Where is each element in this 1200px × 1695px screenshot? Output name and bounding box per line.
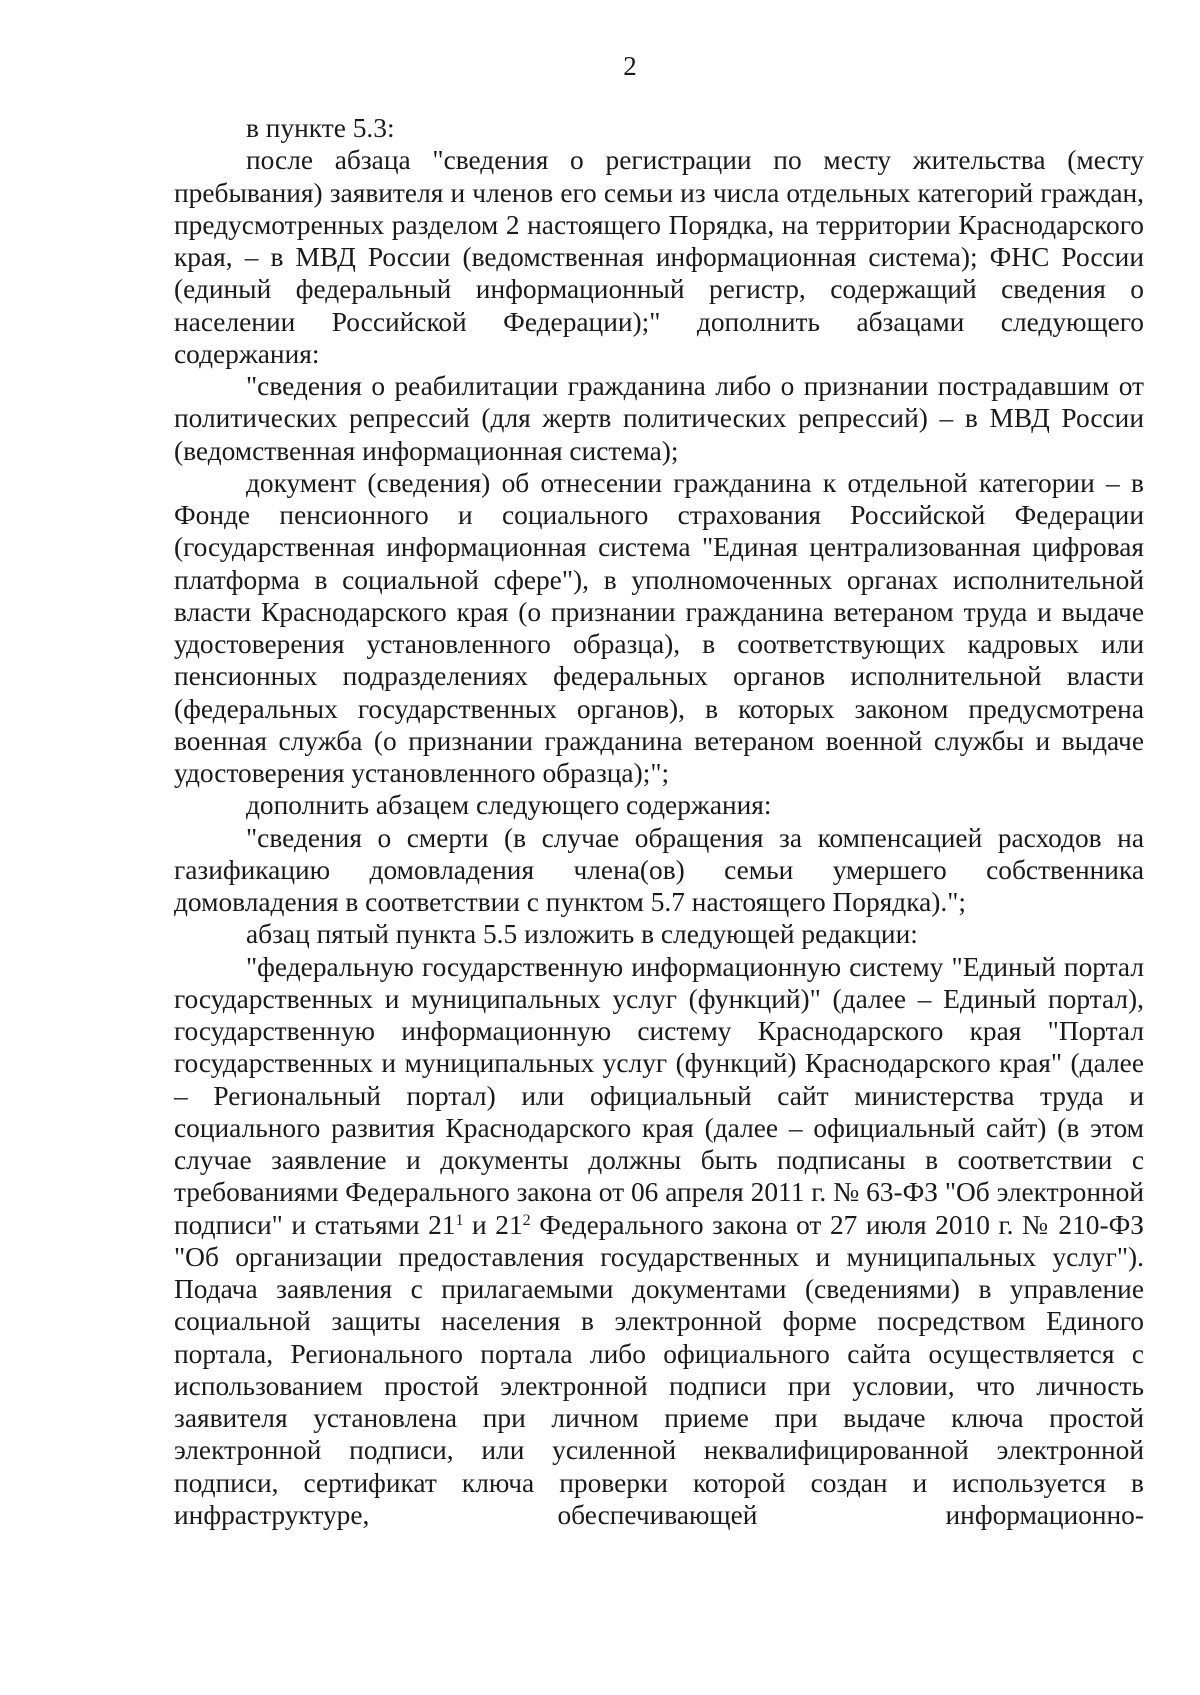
paragraph-federal-system-part2: и 21 <box>463 1209 523 1240</box>
paragraph-federal-system <box>174 951 1144 1532</box>
paragraph-point-5-3: в пункте 5.3: <box>246 113 395 143</box>
paragraph-federal-system-part1: "федеральную государственную информационную систему "Единый портал государственных и муниципальных услуг (функций)" (далее – Единый портал), государственную информационную систему Краснодарского края "Портал государственных и муниципальных услуг (функций) Краснодарского края" (далее – Региональный портал) или официальный сайт министерства труда и социального развития Краснодарского края (далее – официальный сайт) (в этом случае заявление и документы должны быть подписаны в соответствии с требованиями Федерального закона от 06 апреля 2011 г. № 63-ФЗ "Об электронной подписи" и статьями 21 <box>174 951 1144 1240</box>
paragraph-add-abzac: дополнить абзацем следующего содержания: <box>246 790 772 821</box>
paragraph-after-abzac: после абзаца "сведения о регистрации по месту жительства (месту пребывания) заявителя и членов его семьи из числа отдельных категорий граждан, предусмотренных разделом 2 настоящего Порядка, на территории Краснодарского края, – в МВД России (ведомственная информационная система); ФНС России (единый федеральный информационный регистр, содержащий сведения о населении Российской Федерации);" дополнить абзацами следующего содержания: <box>174 145 1144 369</box>
paragraph-rehabilitation: "сведения о реабилитации гражданина либо о признании пострадавшим от политических репрессий (для жертв политических репрессий) – в МВД России (ведомственная информационная система); <box>174 371 1144 466</box>
superscript-2: 2 <box>522 1211 531 1229</box>
superscript-1: 1 <box>455 1211 464 1229</box>
page-number: 2 <box>623 51 637 81</box>
paragraph-federal-system-part3: Федерального закона от 27 июля 2010 г. № 210-ФЗ "Об организации предоставления государственных и муниципальных услуг"). Подача заявления с прилагаемыми документами (сведениями) в управление социальной защиты населения в электронной форме посредством Единого портала, Регионального портала либо официального сайта осуществляется с использованием простой электронной подписи при условии, что личность заявителя установлена при личном приеме при выдаче ключа простой электронной подписи, или усиленной неквалифицированной электронной подписи, сертификат ключа проверки которой создан и используется в инфраструктуре, обеспечивающей информационно- <box>174 1209 1144 1530</box>
document-body <box>174 112 1144 1531</box>
paragraph-abzac-five: абзац пятый пункта 5.5 изложить в следующей редакции: <box>246 919 918 950</box>
paragraph-category-document: документ (сведения) об отнесении гражданина к отдельной категории – в Фонде пенсионного и социального страхования Российской Федерации (государственная информационная система "Единая централизованная цифровая платформа в социальной сфере"), в уполномоченных органах исполнительной власти Краснодарского края (о признании гражданина ветераном труда и выдаче удостоверения установленного образца), в соответствующих кадровых или пенсионных подразделениях федеральных органов исполнительной власти (федеральных государственных органов), в которых законом предусмотрена военная служба (о признании гражданина ветераном военной службы и выдаче удостоверения установленного образца);"; <box>174 467 1144 788</box>
paragraph-death-info: "сведения о смерти (в случае обращения за компенсацией расходов на газификацию домовладения члена(ов) семьи умершего собственника домовладения в соответствии с пунктом 5.7 настоящего Порядка)."; <box>174 822 1144 917</box>
